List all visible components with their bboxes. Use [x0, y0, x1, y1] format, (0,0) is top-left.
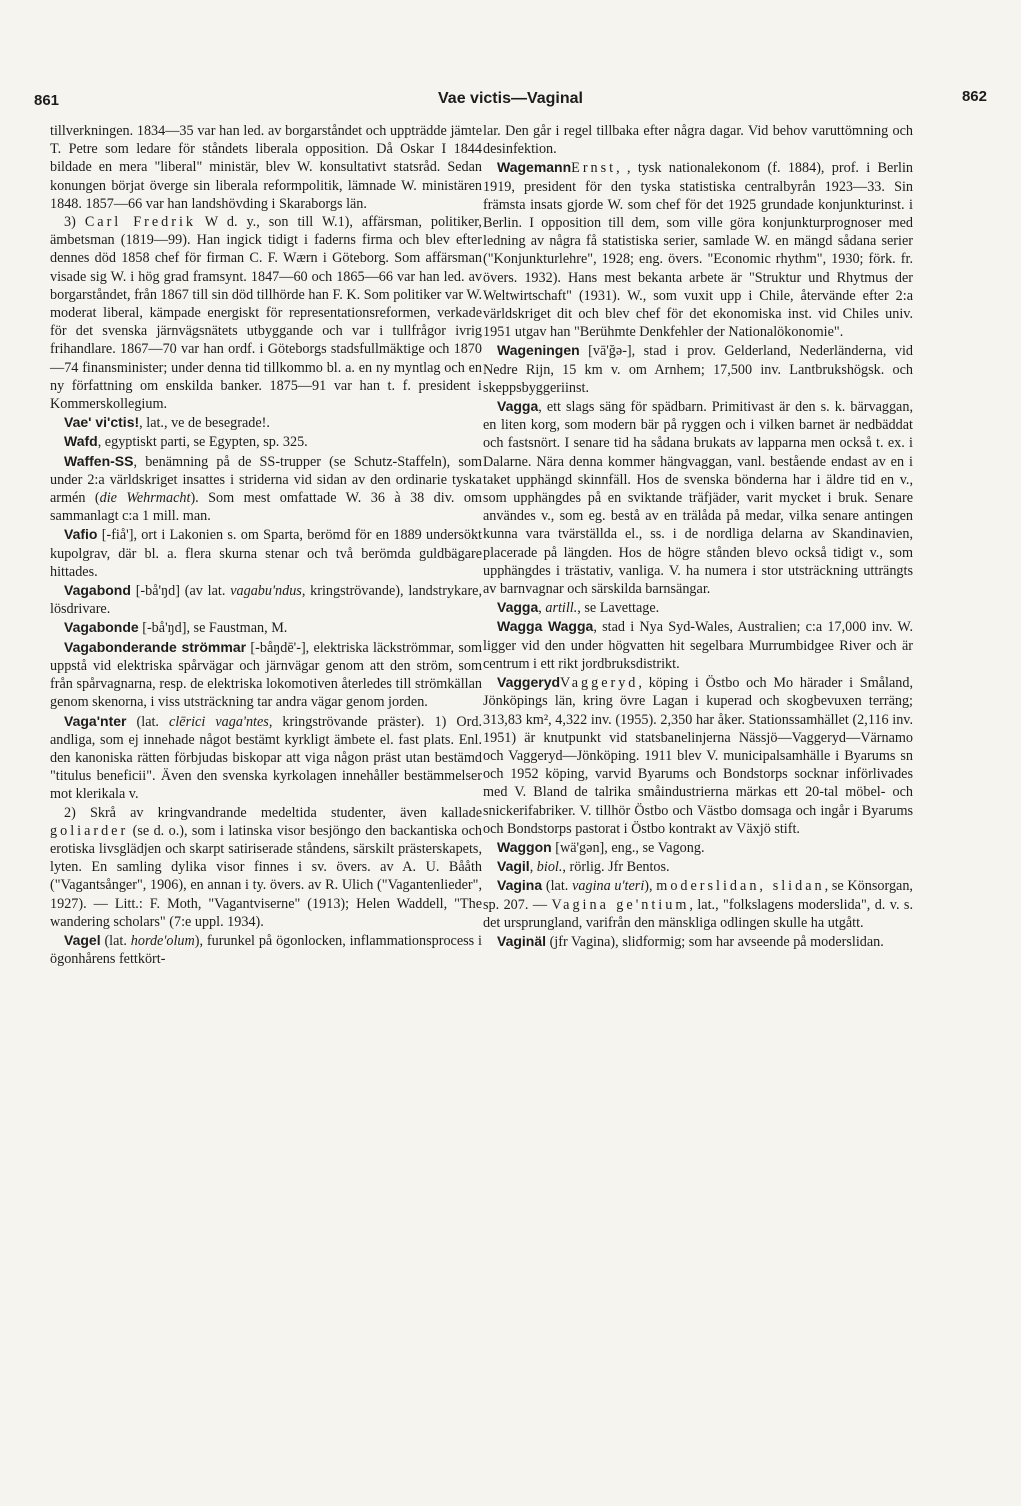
entry-paragraph	[483, 617, 913, 673]
entry-text: tillverkningen. 1834—35 var han led. av borgarståndet och uppträdde jämte T. Petre som ledare för ståndets liberala opposition. Då Oskar I 1844 bildade en mera "liberal" ministär, blev W. konsultativt statsråd. Sedan konungen börjat överge sin liberala reformpolitik, lämnade W. ministären 1848. 1857—66 var han landshövding i Skaraborgs län.	[50, 123, 482, 212]
entry-headword: Vaggeryd	[497, 674, 561, 691]
entry-headword: Wafd	[64, 433, 98, 450]
entry-text: ,	[529, 859, 537, 876]
entry-headword: Vagabonderande strömmar	[64, 638, 247, 655]
entry-paragraph	[50, 638, 482, 712]
running-title: Vae victis—Vaginal	[438, 90, 583, 107]
entry-paragraph	[483, 932, 913, 951]
entry-paragraph	[483, 876, 913, 932]
entry-text: 2) Skrå av kringvandrande medeltida studenter, även kallade	[64, 804, 482, 821]
entry-headword: Vagil	[497, 858, 530, 875]
entry-headword: Vagabonde	[64, 619, 139, 636]
entry-text: (se d. o.), som i latinska visor besjöngo den backantiska och erotiska livsglädjen och skarpt satiriserade ståndens, särskilt prästerskapets, lyten. En samling dylika visor finnes i sv. övers. av A. U. Bååth ("Vagantsånger", 1906), en annan i ty. övers. av R. Ulich ("Vagantenlieder", 1927). — Litt.: F. Moth, "Vagantviserne" (1913); Helen Waddell, "The wandering scholars" (7:e uppl. 1934).	[50, 822, 482, 930]
entry-text: , benämning på de SS-trupper (se Schutz-Staffeln), som under 2:a världskriget insattes i striderna vid sidan av den ordinarie tyska armén (	[50, 453, 482, 507]
entry-text: , ett slags säng för spädbarn. Primitivast är den s. k. bärvaggan, en liten korg, som modern bär på ryggen och i vilken barnet är nedbäddat och fastsnört. I senare tid ha sådana brukats av lapparna men också t. ex. i Dalarne. Nära denna kommer hängvaggan, vanl. bestående endast av en i taket upphängd skinnfäll. Hos de svenska bönderna har i äldre tid en v., som upphängdes på en sviktande träfjäder, varit mycket i bruk. Senare användes v., som eg. bestå av en trälåda på medar, vilka senare antingen kunna vara tvärställda el., ss. i de nordliga delarna av Skandinavien, placerade på längden. Hos de högre stånden blevo också tidigt v., som upphängdes i trästativ, vanliga. V. ha numera i stor utsträckning utträngts av barnvagnar och särskilda barnsängar.	[483, 399, 913, 598]
entry-text: [-fiå'], ort i Lakonien s. om Sparta, berömd för en 1889 undersökt kupolgrav, där bl. a. flera skurna stenar och två berömda guldbägare hittades.	[50, 527, 482, 580]
page-number-left: 861	[34, 92, 60, 109]
entry-paragraph	[50, 413, 482, 432]
italic-term: biol.	[536, 859, 563, 876]
entry-text: [-bå'ŋd], se Faustman, M.	[138, 620, 288, 637]
entry-text: ,	[538, 600, 546, 617]
entry-text: W d. y., son till W.1), affärsman, politiker, ämbetsman (1819—99). Han ingick tidigt i faderns firma och blev efter dennes död 1858 chef för firman C. F. Wærn i Göteborg. Som affärsman visade sig W. i hög grad framsynt. 1847—60 och 1865—66 var han led. av borgarståndet, från 1867 till sin död tillhörde han F. K. Som politiker var W. moderat liberal, kämpade energiskt för representationsreformen, verkade för det svenska järnvägsnätets utbyggande och var i tullfrågor ivrig frihandlare. 1867—70 var han ordf. i Göteborgs stadsfullmäktige och 1870—74 finansminister; under denna tid tillkommo bl. a. en ny myntlag och en ny författning om enskilda banker. 1875—91 var han t. f. president i Kommerskollegium.	[50, 214, 482, 413]
entry-paragraph	[50, 213, 482, 413]
entry-text: , se Lavettage.	[577, 600, 660, 617]
spaced-name: Vaggeryd	[560, 675, 639, 692]
entry-paragraph	[483, 838, 913, 857]
entry-text: ),	[644, 878, 657, 895]
entry-text: ,	[616, 160, 627, 177]
entry-headword: Vafio	[64, 526, 98, 543]
entry-paragraph	[50, 804, 482, 931]
entry-text: , se Könsorgan, sp. 207. —	[483, 878, 913, 913]
entry-text: , stad i Nya Syd-Wales, Australien; c:a 17,000 inv. W. ligger vid den under högvatten hit segelbara Murrumbidgee River och är centrum i ett rikt jordbruksdistrikt.	[483, 619, 913, 672]
right-column	[483, 122, 913, 951]
entry-headword: Wagemann	[497, 159, 572, 176]
entry-paragraph	[50, 122, 482, 213]
entry-text: , lat., ve de besegrade!.	[139, 415, 270, 432]
entry-text: (lat.	[126, 713, 170, 730]
entry-text: , tysk nationalekonom (f. 1884), prof. i Berlin 1919, president för den tyska statistiska centralbyrån 1923—33. Sin främsta insats gjorde W. som chef för det 1925 grundade konjunkturinst. i Berlin. I opposition till dem, som ville göra konjunkturprognoser med ledning av några få statistiska serier, samlade W. en mängd sådana serier ("Konjunkturlehre", 1928; eng. övers. "Economic rhythm", 1930; förk. fr. övers. 1932). Hans mest bekanta arbete är "Struktur und Rhytmus der Weltwirtschaft" (1931). W., som vuxit upp i Chile, återvände efter 2:a världskriget dit och blev chef för det ekonomiska inst. vid Chiles univ. 1951 utgav han "Berühmte Denkfehler der Nationalökonomie".	[483, 160, 913, 341]
entry-headword: Wagga Wagga	[497, 618, 594, 635]
entry-text: (lat.	[100, 932, 131, 949]
entry-paragraph	[483, 857, 913, 876]
page-number-right: 862	[961, 88, 987, 105]
entry-text: lar. Den går i regel tillbaka efter några dagar. Vid behov varuttömning och desinfektion.	[483, 123, 913, 158]
entry-paragraph	[483, 673, 913, 838]
entry-text: (2,116 inv. 1951) är knutpunkt vid statsbanelinjerna Nässjö—Vaggeryd—Värnamo och Vaggeryd—Jönköping. 1911 blev V. municipalsamhälle i Byarums sn och 1952 köping, varvid Byarums och Bondstorps socknar införlivades med V. Bland de talrika småindustrierna märkas ett 20-tal möbel- och snickerifabriker. V. tillhör Östbo och Västbo domsaga och ingår i Byarums och Bondstorps pastorat i Östbo kontrakt av Växjö stift.	[483, 711, 914, 837]
entry-paragraph	[483, 598, 913, 617]
entry-paragraph	[50, 931, 482, 968]
entry-paragraph	[50, 525, 482, 581]
entry-paragraph	[50, 618, 482, 637]
entry-headword: Vagga	[497, 398, 539, 415]
entry-paragraph	[483, 122, 913, 158]
spaced-name: Carl Fredrik	[84, 214, 196, 231]
italic-term: vagabu'ndus	[230, 583, 302, 600]
entry-text: ), furunkel på ögonlocken, inflammationsprocess i ögonhårens fettkört-	[50, 932, 482, 968]
entry-text: , rörlig. Jfr Bentos.	[562, 859, 670, 876]
spaced-name: moderslidan, slidan	[656, 878, 825, 895]
entry-text: , lat., "folkslagens moderslida", d. v. s. det ursprungland, varifrån den mänskliga odlingen skulle ha utgått.	[483, 896, 914, 931]
spaced-name: Ernst	[571, 160, 617, 177]
entry-text: (jfr Vagina), slidformig; som har avseende på moderslidan.	[546, 933, 884, 950]
spaced-name: Vagina ge'ntium	[551, 896, 690, 913]
entry-text: [-båŋdē'-], elektriska läckströmmar, som uppstå vid elektriska spårvägar och järnvägar genom att den ström, som från spårvagnarna, resp. de elektriska lokomotiven återledes till strömkällan genom skenorna, i viss utsträckning tar andra vägar genom jorden.	[50, 639, 482, 711]
entry-text: , kringströvande), landstrykare, lösdrivare.	[50, 583, 483, 618]
italic-term: clērici vaga'ntes	[169, 713, 269, 730]
entry-paragraph	[483, 158, 913, 341]
entry-paragraph	[50, 712, 482, 804]
entry-headword: Vagina	[497, 877, 543, 894]
entry-text: , kringströvande präster). 1) Ord. andliga, som ej innehade något bestämt kyrkligt ämbete el. fast plats. Enl. den kanoniska rätten förbjudas biskopar att viga någon präst utan bestämd "titulus beneficii". Även den svenska kyrkolagen innehåller bestämmelser mot klerikala v.	[50, 713, 482, 803]
entry-paragraph	[483, 397, 913, 598]
entry-text: ). Som mest omfattade W. 36 à 38 div. om sammanlagt c:a 1 mill. man.	[50, 490, 482, 525]
entry-headword: Vaginäl	[497, 932, 547, 949]
spaced-name: goliarder	[50, 822, 129, 839]
entry-headword: Vae' vi'ctis!	[64, 414, 140, 431]
entry-headword: Wageningen	[497, 342, 580, 359]
italic-term: artill.	[545, 600, 578, 617]
entry-paragraph	[483, 341, 913, 397]
entry-text: (lat.	[542, 878, 573, 895]
entry-headword: Waggon	[497, 838, 552, 855]
left-column	[50, 122, 482, 968]
entry-text: , köping i Östbo och Mo härader i Småland, Jönköpings län, kring övre Lagan i kuperad och skogbevuxen terräng; 313,83 km², 4,322 inv. (1955). 2,350 har åker. Stationssamhället	[483, 675, 913, 728]
entry-headword: Vaga'nter	[64, 712, 127, 729]
entry-headword: Vagel	[64, 931, 101, 948]
italic-term: vagina u'teri	[572, 878, 645, 895]
entry-headword: Vagga	[497, 599, 539, 616]
entry-paragraph	[50, 452, 482, 526]
entry-paragraph	[50, 581, 482, 618]
italic-term: die Wehrmacht	[99, 490, 191, 507]
entry-text: [wä'gən], eng., se Vagong.	[551, 839, 705, 856]
entry-text: , egyptiskt parti, se Egypten, sp. 325.	[97, 434, 308, 451]
entry-paragraph	[50, 432, 482, 451]
entry-text: 3)	[64, 214, 85, 231]
page-header	[34, 88, 987, 118]
entry-headword: Waffen-SS	[64, 452, 134, 469]
entry-headword: Vagabond	[64, 582, 131, 599]
entry-text: [vā'ğə-], stad i prov. Gelderland, Nederländerna, vid Nedre Rijn, 15 km v. om Arnhem; 17,500 inv. Lantbrukshögsk. och skeppsbyggeriinst.	[483, 343, 913, 396]
italic-term: horde'olum	[130, 932, 195, 949]
entry-text: [-bå'ŋd] (av lat.	[130, 583, 231, 600]
